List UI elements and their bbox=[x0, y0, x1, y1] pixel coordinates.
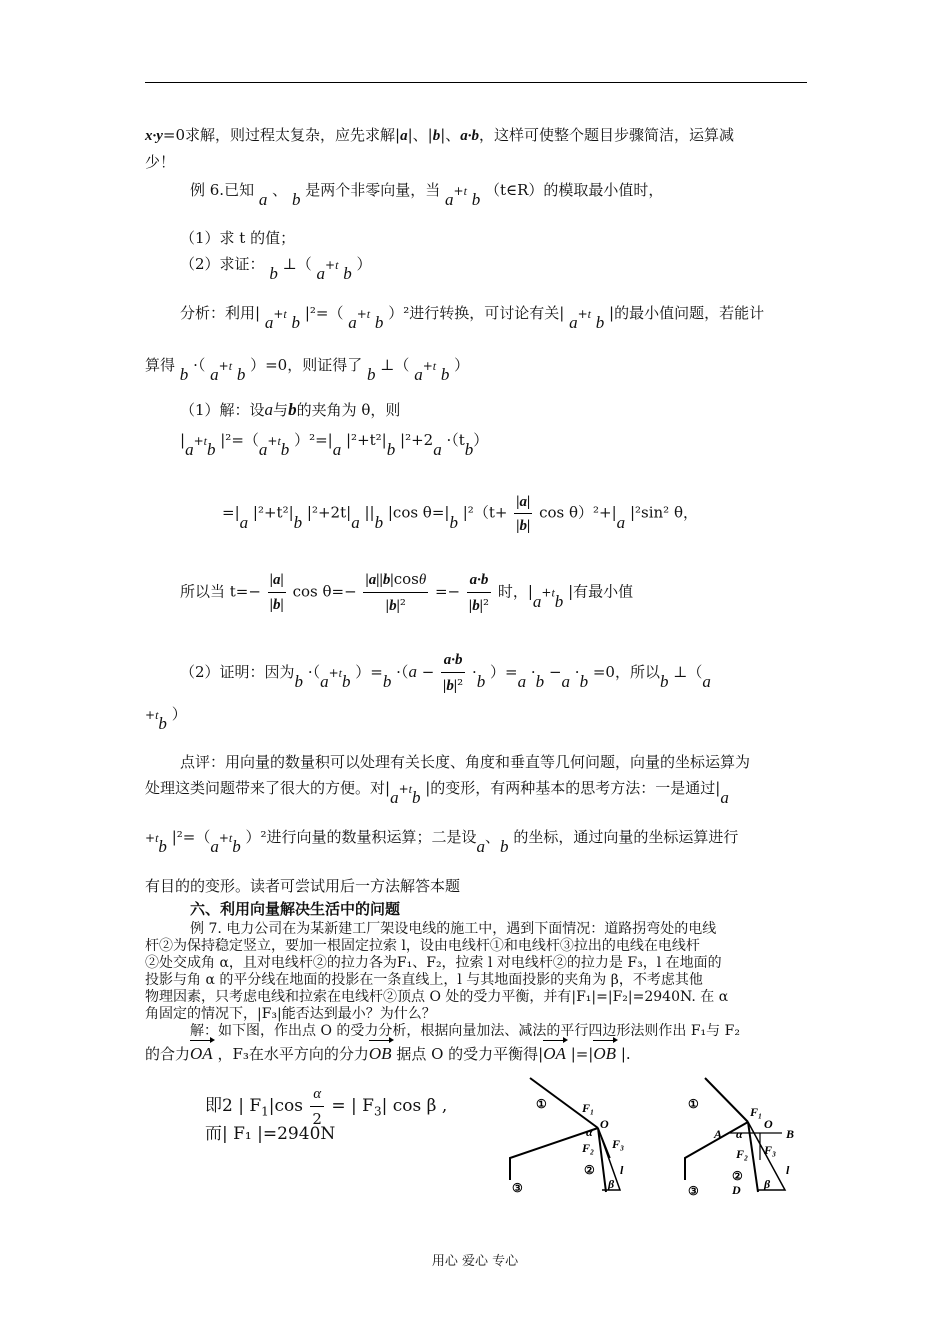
vector-b: b bbox=[440, 365, 450, 384]
text: ） bbox=[473, 431, 489, 449]
text: |、 bbox=[440, 126, 461, 144]
text: ）= bbox=[490, 663, 518, 681]
text: ）²进行向量的数量积运算；二是设 bbox=[245, 828, 477, 846]
text: · bbox=[471, 663, 477, 681]
fraction: $\frac{a\cdot b}{\text{|b|²}}$ bbox=[441, 648, 465, 698]
vector-OB: OB bbox=[593, 1042, 616, 1066]
vector-b: b bbox=[179, 365, 189, 384]
example-7-line-2: 杆②为保持稳定竖立，要加一根固定拉索 l，设由电线杆①和电线杆③拉出的电线在电线杆 bbox=[145, 938, 700, 954]
text: ） bbox=[454, 356, 470, 374]
text: |²=（ bbox=[304, 304, 344, 322]
vector-OA: OA bbox=[543, 1042, 566, 1066]
label-D: D bbox=[732, 1183, 741, 1197]
vector-a: a bbox=[348, 313, 357, 332]
label-F2: F₂ bbox=[582, 1141, 595, 1155]
text: ·（t bbox=[446, 431, 465, 449]
text: |的最小值问题，若能计 bbox=[609, 304, 765, 322]
text: |有最小值 bbox=[568, 582, 634, 601]
text: （2）证明：因为 bbox=[180, 663, 295, 681]
vector-a: a bbox=[702, 672, 711, 691]
vector-OB: OB bbox=[369, 1042, 392, 1066]
example-7-line-4: 投影与角 α 的平分线在地面的投影在一条直线上，l 与其地面投影的夹角为 β，不考虑其他 bbox=[145, 972, 703, 988]
text: |²=（ bbox=[171, 828, 211, 846]
vector-b: b bbox=[294, 672, 304, 691]
fraction: $\frac{a\cdot b}{\text{|b|²}}$ bbox=[467, 568, 491, 618]
text: 时，| bbox=[497, 582, 533, 601]
text: |、| bbox=[407, 126, 433, 144]
analysis-line-2: 算得 b ·（ a+t b ）=0，则证得了 b ⊥（ a+t b ） bbox=[145, 356, 470, 384]
vector-b: b bbox=[293, 512, 303, 532]
text: |cos θ=| bbox=[387, 503, 450, 522]
wire-1-right bbox=[705, 1078, 748, 1122]
page-footer: 用心 爱心 专心 bbox=[431, 1254, 519, 1269]
vector-b: b bbox=[595, 313, 605, 332]
vector-b: b bbox=[158, 837, 167, 856]
text: ·（ bbox=[193, 356, 206, 374]
text: ）²=| bbox=[294, 431, 333, 449]
analysis-line-1: 分析：利用| a+t b |²=（ a+t b ）²进行转换，可讨论有关| a+t b |的最小值问题，若能计 bbox=[180, 304, 765, 332]
label-circle-1: ① bbox=[536, 1097, 547, 1111]
vector-a: a bbox=[258, 190, 268, 209]
text: ，这样可使整个题目步骤简洁，运算减 bbox=[479, 126, 735, 144]
text: · bbox=[574, 663, 580, 681]
vector-b: b bbox=[206, 440, 216, 459]
text: || bbox=[364, 503, 375, 522]
text: |的变形，有两种基本的思考方法：一是通过| bbox=[425, 779, 721, 797]
text: |²=（ bbox=[220, 431, 259, 449]
vector-b: b bbox=[471, 190, 481, 209]
vector-a: a bbox=[185, 440, 194, 459]
text: = | F bbox=[331, 1096, 374, 1116]
vector-a: a bbox=[390, 788, 399, 807]
vector-a: a bbox=[517, 672, 527, 691]
label-circle-3: ③ bbox=[512, 1181, 523, 1195]
text: 所以当 t=− bbox=[180, 582, 261, 601]
text: =0求解，则过程太复杂，应先求解| bbox=[162, 126, 401, 144]
vector-b: b bbox=[288, 400, 297, 419]
intro-line-2: 少！ bbox=[145, 153, 176, 171]
vector-a: a bbox=[414, 365, 423, 384]
comment-line-3: +tb |²=（a+tb ）²进行向量的数量积运算；二是设a、b 的坐标，通过向量的坐标运算进行 bbox=[145, 828, 739, 856]
equation-magnitude: 而| F₁ |=2940N bbox=[205, 1124, 336, 1144]
vector-b: b bbox=[269, 264, 278, 283]
text: ⊥（ bbox=[380, 356, 410, 374]
label-O-right: O bbox=[764, 1117, 773, 1131]
label-l: l bbox=[620, 1163, 624, 1177]
section-heading: 六、利用向量解决生活中的问题 bbox=[190, 901, 401, 918]
text: a·b bbox=[460, 128, 480, 144]
solution-line-2 bbox=[145, 1042, 631, 1066]
equation-force: 即2 | $F_1|\cos$ $\frac{\alpha}{2}$ = | $F_3|$ cos β , bbox=[205, 1082, 447, 1131]
header-rule bbox=[145, 82, 807, 83]
equation-1: |a+tb |²=（a+tb ）²=|a |²+t²|b |²+2a ·（tb） bbox=[180, 431, 489, 459]
example-7-line-3: ②处交成角 α，且对电线杆②的拉力各为F₁、F₂，拉索 l 对电线杆②的拉力是 F₃，l 在地面的 bbox=[145, 955, 722, 971]
vector-a: a bbox=[239, 512, 249, 532]
vector-b: b bbox=[500, 837, 509, 856]
text: 的夹角为 θ，则 bbox=[296, 401, 401, 419]
text: 的合力 bbox=[145, 1045, 191, 1063]
text: （2）求证： bbox=[180, 255, 265, 273]
vector-a: a bbox=[258, 440, 268, 459]
force-diagram bbox=[500, 1070, 820, 1210]
vector-b: b bbox=[535, 672, 545, 691]
text: cos θ=− bbox=[292, 582, 357, 601]
vector-b: b bbox=[374, 313, 384, 332]
vector-b: b bbox=[236, 365, 246, 384]
text: 是两个非零向量，当 bbox=[305, 181, 441, 199]
text: ·（ bbox=[307, 663, 321, 681]
vector-a: a bbox=[561, 672, 571, 691]
label-beta: β bbox=[608, 1177, 615, 1191]
label-beta-right: β bbox=[764, 1177, 771, 1191]
vector-a: a bbox=[720, 788, 729, 807]
label-A: A bbox=[714, 1127, 723, 1141]
proof-line-2: +tb ） bbox=[145, 705, 187, 733]
vector-b: b bbox=[374, 512, 384, 532]
vector-a: a bbox=[316, 264, 325, 283]
label-circle-2-right: ② bbox=[732, 1169, 743, 1183]
example-7-line-5: 物理因素，只考虑电线和拉索在电线杆②顶点 O 处的受力平衡，并有|F₁|=|F₂|=2940N. 在 α bbox=[145, 989, 729, 1005]
vector-b: b bbox=[342, 672, 351, 691]
vector-b: b bbox=[476, 672, 486, 691]
vector-a: a bbox=[264, 313, 274, 332]
text: |²+t²| bbox=[252, 503, 294, 522]
text: =0，所以 bbox=[592, 663, 660, 681]
vector-a: a bbox=[320, 672, 329, 691]
text: ⊥（ bbox=[673, 663, 703, 681]
text: |cos bbox=[268, 1096, 304, 1116]
vector-b: b bbox=[382, 672, 392, 691]
text: |²+t²| bbox=[346, 431, 387, 449]
text: 据点 O 的受力平衡得| bbox=[396, 1045, 544, 1063]
vector-a: a bbox=[569, 313, 578, 332]
vector-b: b bbox=[554, 591, 564, 611]
vector-b: b bbox=[280, 440, 290, 459]
text: 处理这类问题带来了很大的方便。对| bbox=[145, 779, 391, 797]
solution-1-intro bbox=[180, 400, 400, 420]
vector-a: a bbox=[532, 591, 542, 611]
label-alpha: α bbox=[586, 1125, 593, 1139]
vector-a: a bbox=[264, 400, 274, 419]
text: | cos β , bbox=[381, 1096, 448, 1116]
fraction-a-over-b: $\frac{|a|}{|b|}$ bbox=[514, 490, 532, 537]
vector-b: b bbox=[343, 264, 352, 283]
vector-b: b bbox=[659, 672, 669, 691]
vector-a: a bbox=[351, 512, 360, 532]
question-1: （1）求 t 的值； bbox=[180, 229, 296, 247]
text: |²（t+ bbox=[462, 503, 508, 522]
text: ）=0，则证得了 bbox=[250, 356, 363, 374]
vector-b: b bbox=[232, 837, 241, 856]
label-O: O bbox=[600, 1117, 609, 1131]
text: a bbox=[400, 128, 408, 144]
example-7-line-6: 角固定的情况下，|F₃|能否达到最小？为什么？ bbox=[145, 1006, 436, 1022]
vector-a: a bbox=[433, 440, 442, 459]
solution-line-1: 解：如下图，作出点 O 的受力分析，根据向量加法、减法的平行四边形法则作出 F₁与 F₂ bbox=[190, 1023, 740, 1039]
label-B: B bbox=[786, 1127, 795, 1141]
comment-line-4: 有目的的变形。读者可尝试用后一方法解答本题 bbox=[145, 877, 461, 895]
text: 的坐标，通过向量的坐标运算进行 bbox=[513, 828, 739, 846]
text: 算得 bbox=[145, 356, 176, 374]
vector-b: b bbox=[411, 788, 421, 807]
text: |. bbox=[620, 1045, 631, 1063]
comment-line-2: 处理这类问题带来了很大的方便。对|a+tb |的变形，有两种基本的思考方法：一是通过|a bbox=[145, 779, 729, 807]
text: ） bbox=[171, 705, 187, 723]
text: x·y bbox=[145, 128, 163, 144]
example-6-statement: 例 6.已知 a 、 b 是两个非零向量，当 a+t b （t∈R）的模取最小值时， bbox=[190, 181, 664, 209]
text: cos θ）²+| bbox=[539, 503, 617, 522]
label-l-right: l bbox=[786, 1163, 790, 1177]
vector-a: a bbox=[445, 190, 454, 209]
text: ，F₃在水平方向的分力 bbox=[217, 1045, 369, 1063]
intro-line-1 bbox=[145, 125, 734, 146]
text: · bbox=[530, 663, 536, 681]
vector-b: b bbox=[464, 440, 474, 459]
vector-b: b bbox=[449, 512, 458, 532]
text: =− bbox=[434, 582, 461, 601]
vector-b: b bbox=[579, 672, 589, 691]
text: （t∈R）的模取最小值时， bbox=[485, 181, 664, 199]
proof-line: （2）证明：因为b ·（a+tb ）=b ·（a − $\frac{a\cdot b}{\text{|b|²}}$ ·b ）=a ·b −a ·b =0，所以b ⊥（a bbox=[180, 648, 711, 698]
text: 与 bbox=[273, 401, 289, 419]
text: ）²进行转换，可讨论有关| bbox=[388, 304, 565, 322]
label-F3: F₃ bbox=[612, 1137, 625, 1151]
minimum-line: 所以当 t=− $\frac{|a|}{|b|}$ cos θ=− $\frac{|a||b|\cos\theta}{\text{|b|²}}$ =− $\frac{a\cdot b}{\text{|b|²}}$ 时，|a+tb |有最小值 bbox=[180, 567, 633, 618]
label-circle-2: ② bbox=[584, 1163, 595, 1177]
label-F3-right: F₃ bbox=[764, 1143, 777, 1157]
text: − bbox=[548, 663, 562, 681]
vector-a: a bbox=[476, 837, 486, 856]
text: |=| bbox=[570, 1045, 594, 1063]
vector-a: a bbox=[210, 837, 219, 856]
question-2: （2）求证： b ⊥（ a+t b ） bbox=[180, 255, 372, 283]
vector-OA: OA bbox=[190, 1042, 213, 1066]
text: =| bbox=[222, 503, 240, 522]
label-circle-3-right: ③ bbox=[688, 1184, 699, 1198]
label-F1-right: F₁ bbox=[750, 1105, 763, 1119]
text: 即2 | F bbox=[205, 1096, 262, 1116]
fraction: $\frac{|a|}{|b|}$ bbox=[268, 568, 286, 617]
fraction: $\frac{|a||b|\cos\theta}{\text{|b|²}}$ bbox=[363, 567, 428, 618]
vector-a: a bbox=[408, 662, 417, 681]
vector-b: b bbox=[291, 313, 301, 332]
vector-b: b bbox=[291, 190, 301, 209]
text: （1）解：设 bbox=[180, 401, 265, 419]
text: 、 bbox=[272, 181, 288, 199]
text: 例 6.已知 bbox=[190, 181, 255, 199]
vector-b: b bbox=[386, 440, 396, 459]
text: |²+2 bbox=[400, 431, 434, 449]
equation-2 bbox=[222, 490, 698, 537]
vector-a: a bbox=[616, 512, 626, 532]
label-circle-1-right: ① bbox=[688, 1097, 699, 1111]
text: b bbox=[432, 128, 441, 144]
vector-a: a bbox=[332, 440, 342, 459]
text: ⊥（ bbox=[282, 255, 312, 273]
text: |²+2t| bbox=[306, 503, 352, 522]
label-F1: F₁ bbox=[582, 1101, 595, 1115]
label-alpha-right: α bbox=[736, 1127, 743, 1141]
label-F2-right: F₂ bbox=[736, 1147, 749, 1161]
vector-b: b bbox=[158, 714, 167, 733]
example-7-line-1: 例 7. 电力公司在为某新建工厂架设电线的施工中，遇到下面情况：道路拐弯处的电线 bbox=[190, 921, 717, 937]
vector-a: a bbox=[210, 365, 219, 384]
text: 分析：利用| bbox=[180, 304, 261, 322]
comment-line-1: 点评：用向量的数量积可以处理有关长度、角度和垂直等几何问题，向量的坐标运算为 bbox=[180, 753, 751, 771]
text: ）= bbox=[355, 663, 383, 681]
text: ） bbox=[356, 255, 372, 273]
fraction-alpha-over-2: $\frac{\alpha}{2}$ bbox=[310, 1082, 324, 1131]
text: ·（ bbox=[396, 663, 409, 681]
text: |²sin² θ， bbox=[629, 503, 698, 522]
vector-b: b bbox=[367, 365, 376, 384]
